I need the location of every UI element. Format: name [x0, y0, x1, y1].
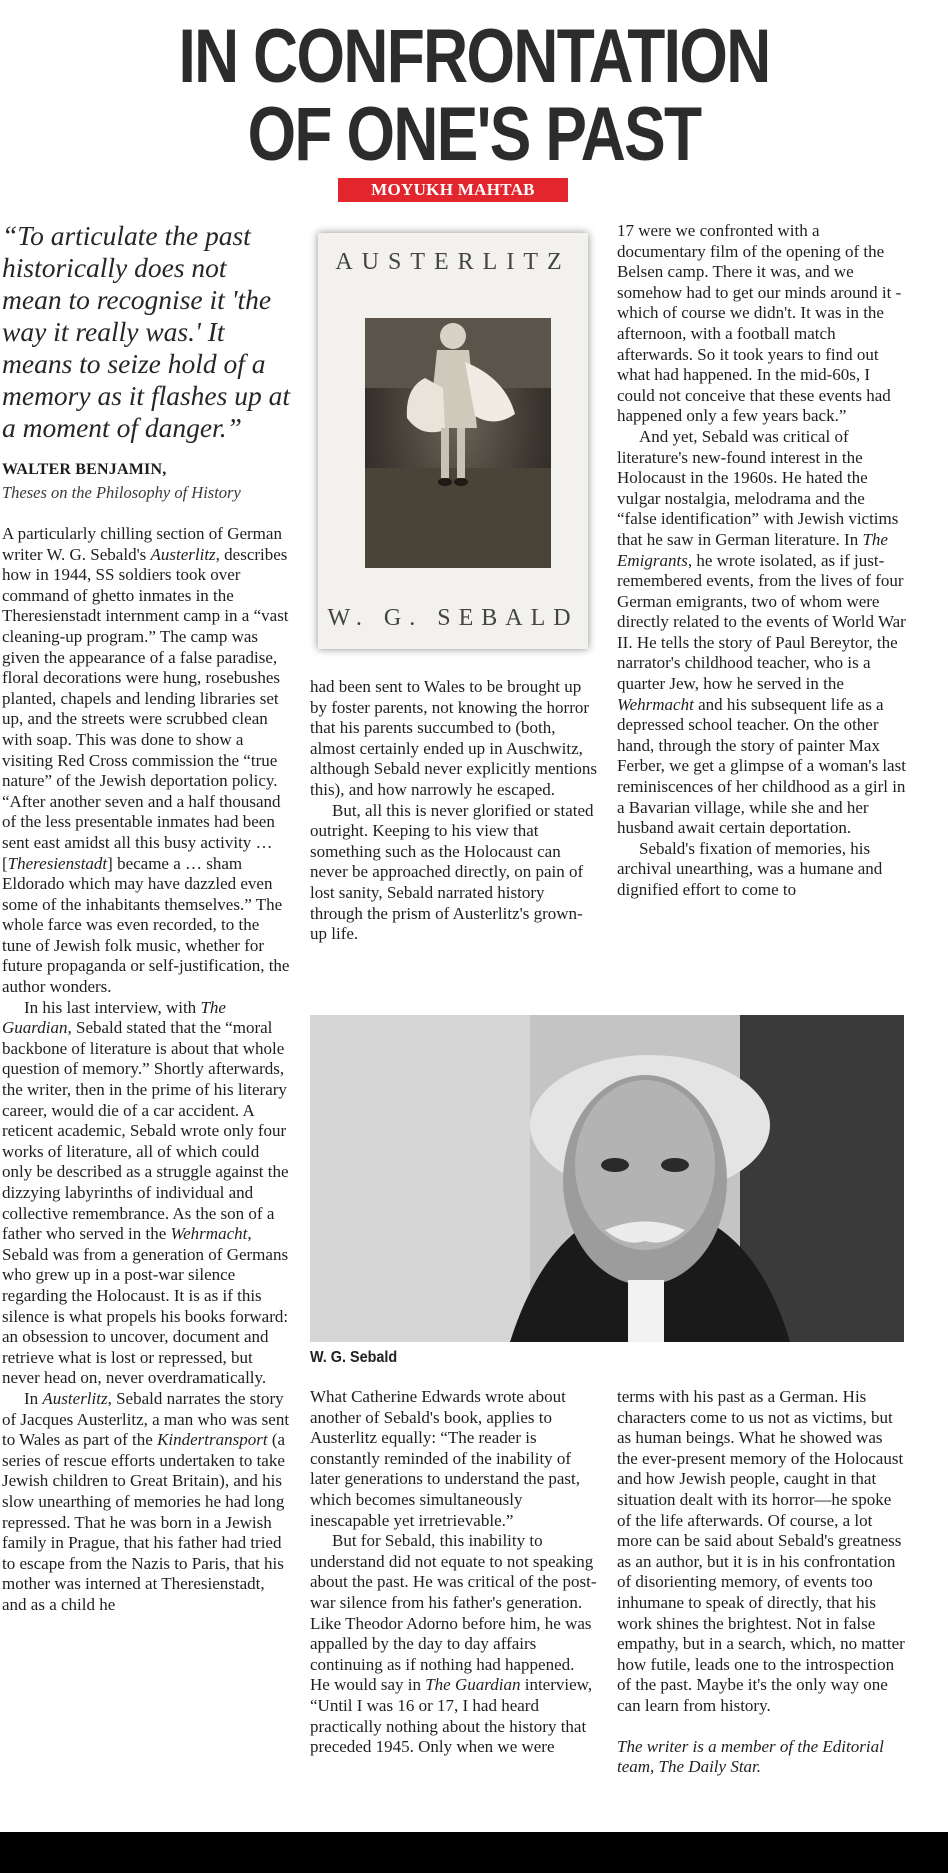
- paragraph: What Catherine Edwards wrote about another of Sebald's book, applies to Austerlitz equally: “The reader is constantly reminded of the inability of later generations to understand the past, which becomes simultaneously inescapable yet irretrievable.”: [310, 1387, 581, 1530]
- paragraph: In Austerlitz, Sebald narrates the story of Jacques Austerlitz, a man who was sent to Wales as part of the Kindertransport (a series of rescue efforts undertaken to take Jewish children to Great Britain), and his slow unearthing of memories he had long repressed. That he was born in a Jewish family in Prague, that his father had tried to escape from the Nazis to Paris, that his mother was interned at Theresienstadt, and as a child he: [2, 1388, 290, 1614]
- article-column-3-bottom: [617, 1387, 907, 1778]
- article-column-2-top: [310, 677, 598, 945]
- cover-child-photo: [365, 318, 551, 568]
- author-note: The writer is a member of the Editorial team, The Daily Star.: [617, 1736, 884, 1777]
- paragraph: But for Sebald, this inability to understand did not equate to not speaking about the past. He was critical of the post-war silence from his father's generation. Like Theodor Adorno before him, he was appalled by the day to day affairs continuing as if nothing had happened. He would say in The Guardian interview, “Until I was 16 or 17, I had heard practically nothing about the history that preceded 1945. Only when we were: [310, 1531, 597, 1757]
- photo-caption: W. G. Sebald: [310, 1349, 398, 1366]
- book-cover-author: W. G. SEBALD: [327, 605, 579, 631]
- child-figure-illustration: [365, 318, 551, 568]
- paragraph: A particularly chilling section of German writer W. G. Sebald's Austerlitz, describes how in 1944, SS soldiers took over command of ghetto inmates in the Theresienstadt internment camp in a “vast cleaning-up program.” The camp was given the appearance of a false paradise, floral decorations were hung, rosebushes planted, chapels and lending libraries set up, and the streets were scrubbed clean with soap. This was done to show a visiting Red Cross commission the “true nature” of the Jewish deportation policy. “After another seven and a half thousand of the less presentable inmates had been sent east amidst all this busy activity … [Theresienstadt] became a … sham Eldorado which may have dazzled even some of the inhabitants themselves.” The whole farce was even recorded, to the tune of Jewish folk music, whether for future propaganda or self-justification, the author wonders.: [2, 524, 290, 997]
- paragraph: And yet, Sebald was critical of literature's new-found interest in the Holocaust in the 1960s. He hated the vulgar nostalgia, melodrama and the “false identification” with Jewish victims that he saw in German literature. In The Emigrants, he wrote isolated, as if just-remembered events, from the lives of four German emigrants, two of whom were directly related to the events of World War II. He tells the story of Paul Bereytor, the narrator's childhood teacher, who is a quarter Jew, how he served in the Wehrmacht and his subsequent life as a depressed school teacher. On the other hand, through the story of painter Max Ferber, we get a glimpse of a woman's last reminiscences of her childhood as a girl in a Bavarian village, while she and her husband await certain deportation.: [617, 426, 906, 838]
- footer-bar: [0, 1832, 948, 1873]
- epigraph-quote: “To articulate the past historically does not mean to recognise it 'the way it really was.' It means to seize hold of a memory as it flashes up at a moment of danger.”: [2, 220, 290, 443]
- paragraph: terms with his past as a German. His characters come to us not as victims, but as human beings. What he showed was the ever-present memory of the Holocaust and how Jewish people, caught in that situation dealt with its horror—he spoke of the life afterwards. Of course, a lot more can be said about Sebald's greatness as an author, but it is in his confrontation of disorienting memory, of events too inhumane to speak of directly, that his work shines the brightest. Not in false empathy, but in a search, which, no matter how futile, leads one to the introspection of the past. Maybe it's the only way one can learn from history.: [617, 1387, 905, 1715]
- book-cover-title: AUSTERLITZ: [335, 249, 571, 275]
- article-column-2-bottom: [310, 1387, 598, 1758]
- epigraph-author: WALTER BENJAMIN,: [2, 461, 167, 478]
- byline: MOYUKH MAHTAB: [338, 178, 568, 202]
- paragraph: had been sent to Wales to be brought up by foster parents, not knowing the horror that his parents succumbed to (both, almost certainly ended up in Auschwitz, although Sebald never explicitly mentions this), and how narrowly he escaped.: [310, 677, 598, 799]
- headline-line-2: OF ONE'S PAST: [247, 92, 701, 177]
- paragraph: In his last interview, with The Guardian, Sebald stated that the “moral backbone of literature is about that whole question of memory.” Shortly afterwards, the writer, then in the prime of his literary career, would die of a car accident. A reticent academic, Sebald wrote only four works of literature, all of which could only be described as a struggle against the dizzying labyrinths of individual and collective remembrance. As the son of a father who served in the Wehrmacht, Sebald was from a generation of Germans who grew up in a post-war silence regarding the Holocaust. It is as if this silence is what propels his books forward: an obsession to uncover, document and retrieve what is lost or repressed, but never head on, never overdramatically.: [2, 997, 289, 1388]
- epigraph-work: Theses on the Philosophy of History: [2, 483, 241, 502]
- article-column-3-top: [617, 221, 907, 901]
- portrait-illustration: [310, 1015, 904, 1342]
- book-cover-image: [318, 233, 588, 649]
- article-column-1: [2, 524, 290, 1615]
- headline-line-1: IN CONFRONTATION: [178, 14, 770, 99]
- paragraph: 17 were we confronted with a documentary film of the opening of the Belsen camp. There it was, and we somehow had to get our minds around it - which of course we didn't. It was in the afternoon, with a football match afterwards. So it took years to find out what had happened. In the mid-60s, I could not conceive that these events had happened only a few years back.”: [617, 221, 902, 426]
- paragraph: But, all this is never glorified or stated outright. Keeping to his view that something such as the Holocaust can never be approached directly, on pain of lost sanity, Sebald narrated history through the prism of Austerlitz's grown-up life.: [310, 800, 594, 944]
- author-portrait-photo: [310, 1015, 904, 1342]
- paragraph: Sebald's fixation of memories, his archival unearthing, was a humane and dignified effort to come to: [617, 838, 883, 899]
